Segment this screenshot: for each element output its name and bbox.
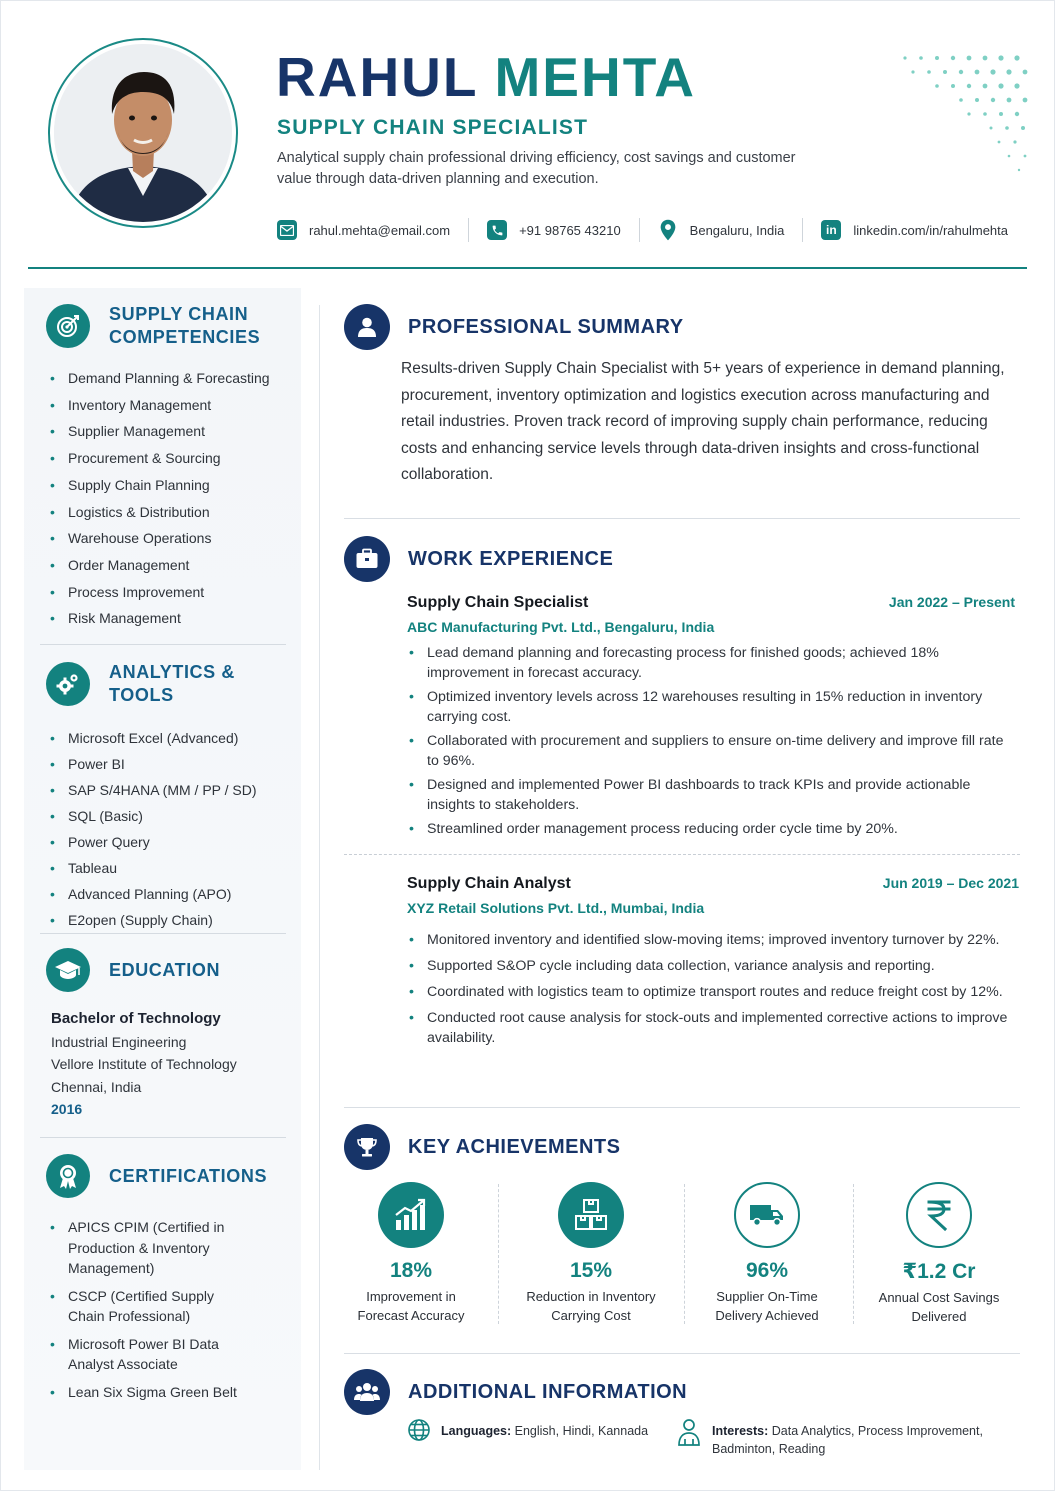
sidebar-divider: [40, 644, 286, 645]
bar-chart-icon: [378, 1182, 444, 1248]
additional-title: ADDITIONAL INFORMATION: [408, 1380, 688, 1403]
header-divider: [28, 267, 1027, 269]
languages-text: [441, 1418, 648, 1447]
list-item: • Advanced Planning (APO): [50, 881, 301, 907]
list-item: • Supported S&OP cycle including data collection, variance analysis and reporting.: [407, 956, 1019, 976]
location-pin-icon: [658, 220, 678, 240]
experience-header: [344, 536, 613, 582]
truck-icon: [734, 1182, 800, 1248]
list-item: • Microsoft Excel (Advanced): [50, 725, 301, 751]
list-item: • Coordinated with logistics team to optimize transport routes and reduce freight cost by 12%.: [407, 982, 1019, 1002]
list-item: • Optimized inventory levels across 12 warehouses resulting in 15% reduction in inventory carrying cost.: [407, 687, 1019, 727]
interests-value-continued: Badminton, Reading: [712, 1442, 826, 1456]
sidebar-divider: [40, 1137, 286, 1138]
list-item: • Lead demand planning and forecasting process for finished goods; achieved 18% improvement in forecast accuracy.: [407, 643, 1019, 683]
graduation-cap-icon: [46, 948, 90, 992]
achievement-card: [854, 1182, 1024, 1326]
certifications-title: CERTIFICATIONS: [109, 1165, 268, 1186]
job-header: [407, 594, 1019, 612]
job-title: SUPPLY CHAIN SPECIALIST: [277, 116, 589, 139]
competencies-section: [24, 303, 301, 632]
job-role: Supply Chain Analyst: [407, 875, 571, 892]
list-item: • CSCP (Certified Supply Chain Professional): [50, 1286, 220, 1327]
graduation-year: 2016: [51, 1101, 83, 1117]
award-ribbon-icon: [46, 1154, 90, 1198]
tagline: Analytical supply chain professional driving efficiency, cost savings and customer value through data-driven planning and execution.: [277, 150, 796, 187]
job-dates: Jan 2022 – Present: [888, 594, 1015, 610]
achievement-card: [682, 1182, 852, 1325]
degree: Bachelor of Technology: [51, 1010, 221, 1027]
list-item: • Warehouse Operations: [50, 525, 301, 552]
contact-linkedin[interactable]: [821, 220, 1008, 240]
list-item: • Conducted root cause analysis for stock-outs and implemented corrective actions to improve availability.: [407, 1008, 1019, 1048]
job-company: XYZ Retail Solutions Pvt. Ltd., Mumbai, India: [407, 900, 705, 916]
list-item: • Process Improvement: [50, 579, 301, 606]
tools-header: [24, 661, 301, 707]
list-item: • APICS CPIM (Certified in Production & Inventory Management): [50, 1217, 250, 1279]
avatar: [54, 44, 232, 222]
list-item: • SQL (Basic): [50, 803, 301, 829]
list-item: • E2open (Supply Chain): [50, 907, 301, 933]
contact-separator: [639, 218, 640, 242]
job-bullets: [407, 930, 1019, 1048]
job-company: ABC Manufacturing Pvt. Ltd., Bengaluru, India: [407, 619, 715, 635]
list-item: • Supply Chain Planning: [50, 472, 301, 499]
contact-separator: [802, 218, 803, 242]
job-header: [407, 875, 1019, 893]
first-name: RAHUL: [276, 46, 479, 108]
email-icon: [277, 220, 297, 240]
boxes-icon: [558, 1182, 624, 1248]
education-header: [24, 948, 301, 992]
languages-info: [407, 1418, 648, 1447]
sidebar-divider: [40, 933, 286, 934]
achievement-value: ₹1.2 Cr: [902, 1260, 976, 1283]
target-icon: [46, 304, 90, 348]
tools-title: ANALYTICS & TOOLS: [109, 662, 235, 705]
summary-text: Results-driven Supply Chain Specialist with 5+ years of experience in demand planning, procurement, inventory optimization and logistics execution across manufacturing and retail industries. Proven track record of improving supply chain performance, reducing costs and enhancing service levels through data-driven insights and cross-functional collaboration.: [401, 360, 1005, 483]
section-divider: [344, 1107, 1020, 1108]
achievement-label: Improvement in Forecast Accuracy: [357, 1289, 465, 1323]
job-bullets: [407, 643, 1019, 839]
tools-list: [50, 725, 301, 933]
experience-title: WORK EXPERIENCE: [408, 547, 614, 570]
section-divider: [344, 518, 1020, 519]
contact-email[interactable]: [277, 220, 450, 240]
list-item: • Collaborated with procurement and suppliers to ensure on-time delivery and improve fill rate to 96%.: [407, 731, 1019, 771]
list-item: • Tableau: [50, 855, 301, 881]
achievement-label: Supplier On-Time Delivery Achieved: [715, 1289, 819, 1323]
contact-phone[interactable]: [487, 220, 621, 240]
list-item: • Power Query: [50, 829, 301, 855]
column-divider: [319, 305, 320, 1470]
phone-text: +91 98765 43210: [519, 222, 621, 238]
interests-info: [676, 1418, 983, 1458]
globe-icon: [407, 1418, 431, 1447]
certifications-list: [50, 1217, 250, 1402]
decorative-dots: [895, 50, 1035, 200]
interests-label: Interests:: [712, 1424, 769, 1438]
profile-photo: [48, 38, 238, 228]
achievement-value: 15%: [569, 1259, 613, 1282]
linkedin-icon: in: [821, 220, 841, 240]
person-icon: [676, 1418, 700, 1458]
contact-separator: [468, 218, 469, 242]
sidebar: [24, 288, 301, 1470]
achievement-card: [506, 1182, 676, 1325]
field-of-study: Industrial Engineering: [51, 1033, 187, 1050]
achievements-header: [344, 1124, 620, 1170]
trophy-icon: [344, 1124, 390, 1170]
list-item: • Power BI: [50, 751, 301, 777]
languages-value: English, Hindi, Kannada: [514, 1424, 649, 1438]
certifications-header: [24, 1154, 301, 1198]
interests-text: [712, 1418, 983, 1458]
job-dates: Jun 2019 – Dec 2021: [882, 875, 1019, 891]
gears-icon: [46, 662, 90, 706]
achievements-title: KEY ACHIEVEMENTS: [408, 1135, 621, 1158]
achievement-value: 96%: [745, 1259, 789, 1282]
list-item: • Risk Management: [50, 605, 301, 632]
section-divider: [344, 1353, 1020, 1354]
achievement-card: [326, 1182, 496, 1325]
location-text: Bengaluru, India: [689, 222, 785, 238]
list-item: • Inventory Management: [50, 392, 301, 419]
list-item: • Demand Planning & Forecasting: [50, 365, 301, 392]
job-entry: [407, 875, 1019, 1048]
candidate-name: [276, 46, 696, 108]
list-item: • SAP S/4HANA (MM / PP / SD): [50, 777, 301, 803]
list-item: • Logistics & Distribution: [50, 499, 301, 526]
education-title: EDUCATION: [109, 959, 221, 980]
list-item: • Lean Six Sigma Green Belt: [50, 1382, 250, 1403]
achievement-label: Reduction in Inventory Carrying Cost: [526, 1289, 656, 1323]
list-item: • Microsoft Power BI Data Analyst Associate: [50, 1334, 220, 1375]
list-item: • Procurement & Sourcing: [50, 445, 301, 472]
competencies-title: SUPPLY CHAIN COMPETENCIES: [109, 304, 261, 347]
users-icon: [344, 1369, 390, 1415]
institute: Vellore Institute of Technology: [51, 1056, 237, 1072]
achievement-separator: [498, 1184, 499, 1324]
competencies-header: [24, 303, 301, 349]
list-item: • Streamlined order management process reducing order cycle time by 20%.: [407, 819, 1019, 839]
job-role: Supply Chain Specialist: [407, 594, 589, 611]
user-icon: [344, 304, 390, 350]
interests-value: Data Analytics, Process Improvement,: [771, 1424, 983, 1438]
additional-header: [344, 1369, 687, 1415]
linkedin-text: linkedin.com/in/rahulmehta: [853, 222, 1008, 238]
last-name: MEHTA: [494, 46, 696, 108]
rupee-icon: [906, 1182, 972, 1248]
phone-icon: [487, 220, 507, 240]
languages-label: Languages:: [441, 1424, 512, 1438]
contact-location: [658, 220, 785, 240]
list-item: • Order Management: [50, 552, 301, 579]
list-item: • Monitored inventory and identified slow-moving items; improved inventory turnover by 22%.: [407, 930, 1019, 950]
job-divider: [344, 854, 1020, 855]
email-text: rahul.mehta@email.com: [309, 222, 451, 238]
competencies-list: [50, 365, 301, 632]
certifications-section: [24, 1154, 301, 1402]
list-item: • Designed and implemented Power BI dashboards to track KPIs and provide actionable insights to stakeholders.: [407, 775, 1019, 815]
briefcase-icon: [344, 536, 390, 582]
achievement-value: 18%: [389, 1259, 433, 1282]
institute-city: Chennai, India: [51, 1078, 142, 1095]
education-section: [24, 948, 301, 1121]
list-item: • Supplier Management: [50, 418, 301, 445]
summary-title: PROFESSIONAL SUMMARY: [408, 315, 684, 338]
contact-bar: [277, 216, 1008, 244]
education-details: [51, 1008, 301, 1121]
summary-header: [344, 304, 684, 350]
tools-section: [24, 661, 301, 933]
job-entry: [407, 594, 1019, 839]
achievement-label: Annual Cost Savings Delivered: [878, 1290, 1000, 1324]
